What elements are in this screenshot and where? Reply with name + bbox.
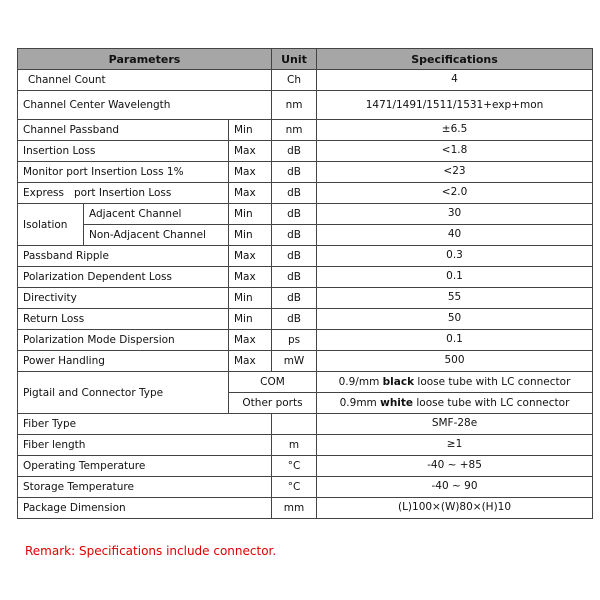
table-row	[18, 309, 593, 330]
param-directivity: Directivity	[18, 288, 229, 309]
table-row	[18, 91, 593, 120]
spec-center-wavelength: 1471/1491/1511/1531+exp+mon	[317, 91, 593, 120]
specifications-table	[17, 48, 593, 519]
unit-express-il: dB	[272, 183, 317, 204]
qual-passband: Min	[229, 120, 272, 141]
table-row	[18, 120, 593, 141]
spec-pdl: 0.1	[317, 267, 593, 288]
spec-power-handling: 500	[317, 351, 593, 372]
header-specifications: Specifications	[317, 49, 593, 70]
qual-pmd: Max	[229, 330, 272, 351]
spec-monitor-il: <23	[317, 162, 593, 183]
table-row	[18, 70, 593, 91]
table-row	[18, 183, 593, 204]
unit-channel-count: Ch	[272, 70, 317, 91]
param-monitor-il: Monitor port Insertion Loss 1%	[18, 162, 229, 183]
spec-package: (L)100×(W)80×(H)10	[317, 498, 593, 519]
label-pigtail-com: COM	[229, 372, 317, 393]
header-unit: Unit	[272, 49, 317, 70]
spec-isolation-adjacent: 30	[317, 204, 593, 225]
spec-directivity: 55	[317, 288, 593, 309]
spec-channel-count: 4	[317, 70, 593, 91]
spec-insertion-loss: <1.8	[317, 141, 593, 162]
param-storage-temp: Storage Temperature	[18, 477, 272, 498]
table-row	[18, 477, 593, 498]
unit-isolation-adjacent: dB	[272, 204, 317, 225]
table-row	[18, 141, 593, 162]
table-row	[18, 456, 593, 477]
spec-operating-temp: -40 ~ +85	[317, 456, 593, 477]
param-fiber-type: Fiber Type	[18, 414, 272, 435]
qual-passband-ripple: Max	[229, 246, 272, 267]
table-row	[18, 267, 593, 288]
param-pmd: Polarization Mode Dispersion	[18, 330, 229, 351]
qual-isolation-non-adjacent: Min	[229, 225, 272, 246]
param-passband-ripple: Passband Ripple	[18, 246, 229, 267]
table-row	[18, 288, 593, 309]
spec-text: 0.9/mm	[338, 376, 383, 388]
table-row	[18, 498, 593, 519]
spec-text: loose tube with LC connector	[413, 397, 570, 409]
unit-monitor-il: dB	[272, 162, 317, 183]
qual-express-il: Max	[229, 183, 272, 204]
qual-insertion-loss: Max	[229, 141, 272, 162]
spec-fiber-length: ≥1	[317, 435, 593, 456]
table-row	[18, 330, 593, 351]
table-row	[18, 372, 593, 393]
spec-isolation-non-adjacent: 40	[317, 225, 593, 246]
spec-express-il: <2.0	[317, 183, 593, 204]
unit-isolation-non-adjacent: dB	[272, 225, 317, 246]
spec-passband-ripple: 0.3	[317, 246, 593, 267]
table-row	[18, 225, 593, 246]
param-channel-count: Channel Count	[18, 70, 272, 91]
spec-text-bold: white	[380, 397, 414, 409]
unit-package: mm	[272, 498, 317, 519]
param-pdl: Polarization Dependent Loss	[18, 267, 229, 288]
param-express-il: Express port Insertion Loss	[18, 183, 229, 204]
spec-text: loose tube with LC connector	[414, 376, 571, 388]
param-operating-temp: Operating Temperature	[18, 456, 272, 477]
unit-pdl: dB	[272, 267, 317, 288]
unit-passband-ripple: dB	[272, 246, 317, 267]
table-row	[18, 162, 593, 183]
param-passband: Channel Passband	[18, 120, 229, 141]
spec-pmd: 0.1	[317, 330, 593, 351]
spec-text-bold: black	[382, 376, 415, 388]
unit-passband: nm	[272, 120, 317, 141]
table-row	[18, 351, 593, 372]
unit-fiber-length: m	[272, 435, 317, 456]
param-power-handling: Power Handling	[18, 351, 229, 372]
param-center-wavelength: Channel Center Wavelength	[18, 91, 272, 120]
unit-fiber-type	[272, 414, 317, 435]
spec-text: 0.9mm	[339, 397, 381, 409]
header-parameters: Parameters	[18, 49, 272, 70]
unit-power-handling: mW	[272, 351, 317, 372]
qual-return-loss: Min	[229, 309, 272, 330]
spec-pigtail-com	[317, 372, 593, 393]
qual-pdl: Max	[229, 267, 272, 288]
unit-storage-temp: °C	[272, 477, 317, 498]
table-row	[18, 414, 593, 435]
qual-power-handling: Max	[229, 351, 272, 372]
label-isolation-adjacent: Adjacent Channel	[84, 204, 229, 225]
param-insertion-loss: Insertion Loss	[18, 141, 229, 162]
param-package: Package Dimension	[18, 498, 272, 519]
qual-directivity: Min	[229, 288, 272, 309]
header-row	[18, 49, 593, 70]
label-isolation-non-adjacent: Non-Adjacent Channel	[84, 225, 229, 246]
unit-center-wavelength: nm	[272, 91, 317, 120]
param-fiber-length: Fiber length	[18, 435, 272, 456]
spec-storage-temp: -40 ~ 90	[317, 477, 593, 498]
unit-directivity: dB	[272, 288, 317, 309]
unit-insertion-loss: dB	[272, 141, 317, 162]
label-pigtail-other: Other ports	[229, 393, 317, 414]
spec-return-loss: 50	[317, 309, 593, 330]
table-row	[18, 204, 593, 225]
unit-pmd: ps	[272, 330, 317, 351]
param-isolation: Isolation	[18, 204, 84, 246]
table-row	[18, 435, 593, 456]
spec-pigtail-other	[317, 393, 593, 414]
qual-monitor-il: Max	[229, 162, 272, 183]
remark-note: Remark: Specifications include connector.	[25, 544, 277, 558]
spec-passband: ±6.5	[317, 120, 593, 141]
qual-isolation-adjacent: Min	[229, 204, 272, 225]
unit-return-loss: dB	[272, 309, 317, 330]
unit-operating-temp: °C	[272, 456, 317, 477]
spec-fiber-type: SMF-28e	[317, 414, 593, 435]
param-pigtail: Pigtail and Connector Type	[18, 372, 229, 414]
table-row	[18, 246, 593, 267]
param-return-loss: Return Loss	[18, 309, 229, 330]
